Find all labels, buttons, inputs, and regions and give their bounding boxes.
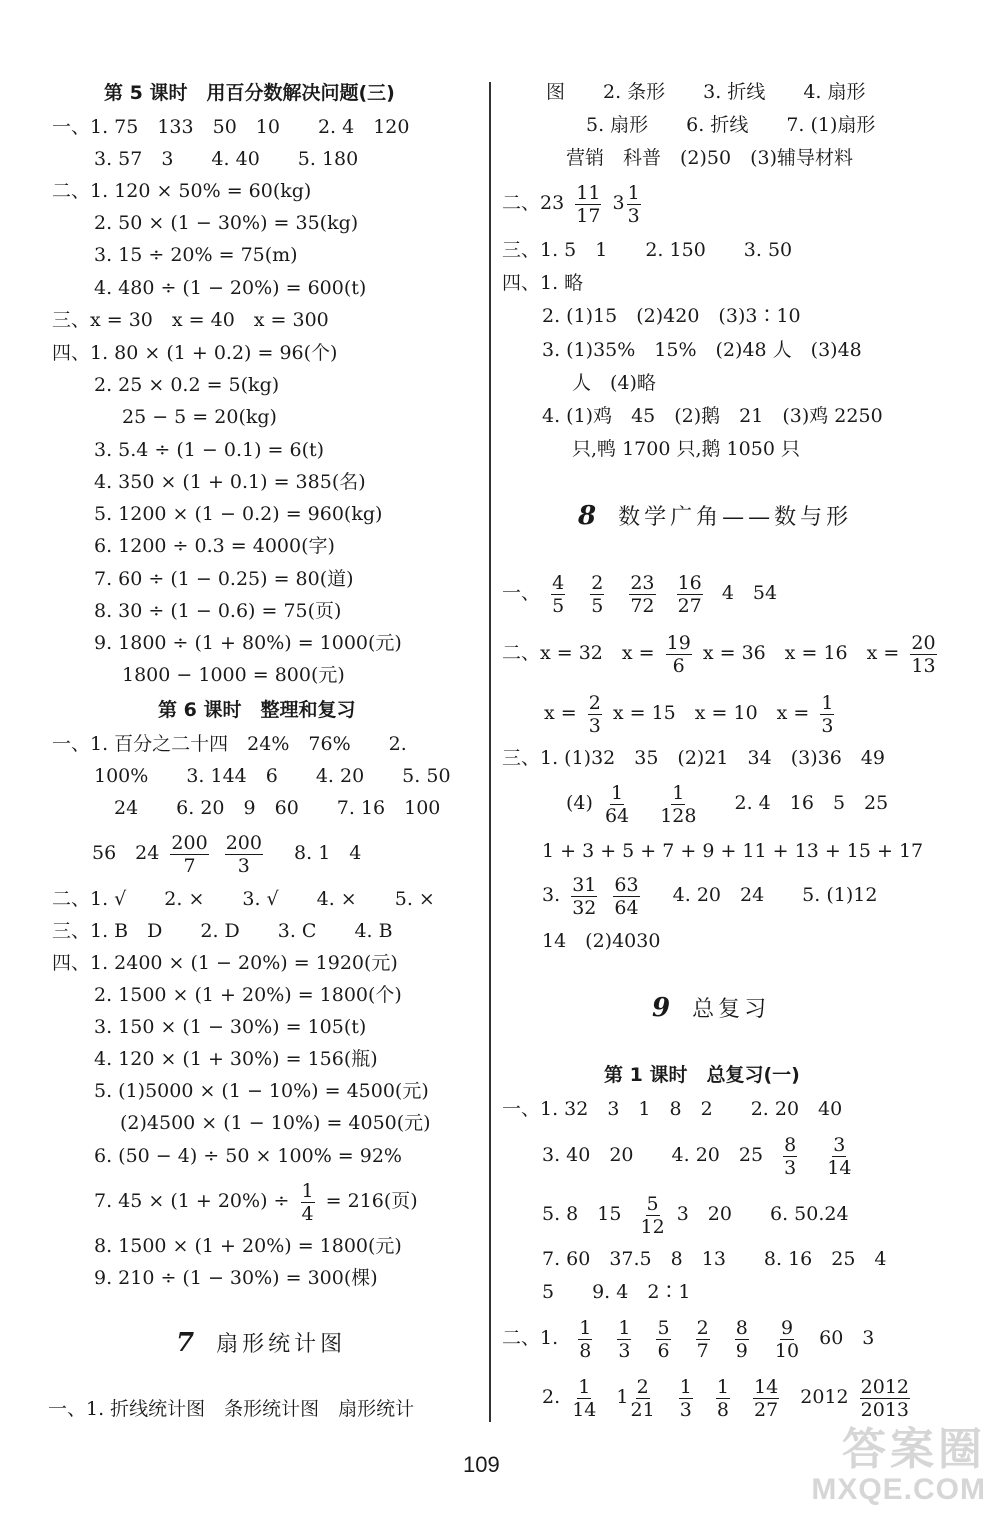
answer-line: 1 + 3 + 5 + 7 + 9 + 11 + 13 + 15 + 17	[542, 840, 924, 862]
answer-line: 5. 扇形 6. 折线 7. (1)扇形	[586, 114, 876, 136]
answer-line: 二、1. 120 × 50% = 60(kg)	[52, 180, 312, 202]
fraction: $\frac{1}{14}$	[572, 1375, 597, 1421]
fraction: $\frac{5}{6}$	[657, 1316, 670, 1362]
unit7-heading: 7 扇形统计图	[176, 1328, 347, 1358]
fraction: $\frac{23}{72}$	[630, 571, 655, 617]
answer-line: 8. 30 ÷ (1 − 0.6) = 75(页)	[94, 600, 342, 622]
fraction: $\frac{1}{3}$	[627, 181, 640, 227]
answer-line: 9. 1800 ÷ (1 + 80%) = 1000(元)	[94, 632, 402, 654]
answer-line: 1800 − 1000 = 800(元)	[122, 664, 345, 686]
answer-line-with-fractions: 2. $\frac{1}{14}$ 1 $\frac{2}{21}$ $\frac{1}{3}$ $\frac{1}{8}$ $\frac{14}{27}$ 2012 $\frac{2012}{2013}$	[542, 1375, 910, 1421]
answer-line-with-fractions: 3. 40 20 4. 20 25 $\frac{8}{3}$ $\frac{3}{14}$	[542, 1133, 852, 1179]
answer-line-with-fractions: 5. 8 15 $\frac{5}{12}$ 3 20 6. 50.24	[542, 1192, 849, 1238]
fraction: $\frac{200}{3}$	[225, 831, 262, 877]
lesson6-title: 第 6 课时 整理和复习	[158, 699, 356, 721]
watermark: 答案圈 MXQE.COM	[811, 1425, 986, 1506]
answer-line: 4. 120 × (1 + 30%) = 156(瓶)	[94, 1048, 378, 1070]
answer-line: 四、1. 80 × (1 + 0.2) = 96(个)	[52, 342, 338, 364]
answer-line: 图 2. 条形 3. 折线 4. 扇形	[546, 81, 866, 103]
answer-line-with-fractions: 二、x = 32 x = $\frac{19}{6}$ x = 36 x = 16 x = $\frac{20}{13}$	[502, 631, 936, 677]
answer-line: (2)4500 × (1 − 10%) = 4050(元)	[120, 1112, 431, 1134]
fraction: $\frac{200}{7}$	[171, 831, 208, 877]
answer-line: 一、1. 百分之二十四 24% 76% 2.	[52, 733, 407, 755]
fraction: $\frac{1}{3}$	[679, 1375, 692, 1421]
answer-line: 2. 50 × (1 − 30%) = 35(kg)	[94, 212, 359, 234]
answer-line: 8. 1500 × (1 + 20%) = 1800(元)	[94, 1235, 402, 1257]
fraction: $\frac{1}{3}$	[618, 1316, 631, 1362]
answer-line: 5. (1)5000 × (1 − 10%) = 4500(元)	[94, 1080, 429, 1102]
fraction: $\frac{1}{4}$	[301, 1179, 314, 1225]
answer-line: 4. (1)鸡 45 (2)鹅 21 (3)鸡 2250	[542, 405, 883, 427]
answer-line: 四、1. 2400 × (1 − 20%) = 1920(元)	[52, 952, 398, 974]
fraction: $\frac{19}{6}$	[666, 631, 691, 677]
answer-line: 6. (50 − 4) ÷ 50 × 100% = 92%	[94, 1145, 402, 1167]
answer-line: 四、1. 略	[502, 272, 584, 294]
answer-line-with-fractions: (4) $\frac{1}{64}$ $\frac{1}{128}$ 2. 4 16 5 25	[566, 781, 889, 827]
answer-line-with-fractions: 7. 45 × (1 + 20%) ÷ $\frac{1}{4}$ = 216(页)	[94, 1179, 418, 1225]
answer-line: 5. 1200 × (1 − 0.2) = 960(kg)	[94, 503, 383, 525]
answer-line: 3. 150 × (1 − 30%) = 105(t)	[94, 1016, 367, 1038]
answer-line-with-fractions: x = $\frac{2}{3}$ x = 15 x = 10 x = $\frac{1}{3}$	[544, 691, 834, 737]
fraction: $\frac{31}{32}$	[572, 873, 597, 919]
column-divider	[489, 82, 491, 1422]
fraction: $\frac{2}{21}$	[630, 1375, 655, 1421]
unit8-heading: 8 数学广角——数与形	[578, 501, 853, 531]
answer-line: 3. (1)35% 15% (2)48 人 (3)48	[542, 339, 862, 361]
answer-line: 24 6. 20 9 60 7. 16 100	[114, 797, 441, 819]
fraction: $\frac{4}{5}$	[552, 571, 565, 617]
answer-line-with-fractions: 一、 $\frac{4}{5}$ $\frac{2}{5}$ $\frac{23}{72}$ $\frac{16}{27}$ 4 54	[502, 571, 778, 617]
answer-line: 25 − 5 = 20(kg)	[122, 406, 277, 428]
fraction: $\frac{3}{14}$	[827, 1133, 852, 1179]
fraction: $\frac{2}{7}$	[696, 1316, 709, 1362]
answer-line: 只,鸭 1700 只,鹅 1050 只	[572, 438, 800, 460]
answer-line: 3. 15 ÷ 20% = 75(m)	[94, 244, 298, 266]
answer-line: 三、1. 5 1 2. 150 3. 50	[502, 239, 793, 261]
fraction: $\frac{1}{64}$	[604, 781, 630, 827]
fraction: $\frac{2}{5}$	[591, 571, 604, 617]
fraction: $\frac{1}{8}$	[579, 1316, 592, 1362]
fraction: $\frac{2012}{2013}$	[860, 1375, 910, 1421]
lesson1-title: 第 1 课时 总复习(一)	[604, 1064, 800, 1086]
answer-line: 一、1. 32 3 1 8 2 2. 20 40	[502, 1098, 843, 1120]
answer-line: 一、1. 折线统计图 条形统计图 扇形统计	[48, 1398, 415, 1420]
answer-line: 三、x = 30 x = 40 x = 300	[52, 309, 329, 331]
answer-line: 3. 57 3 4. 40 5. 180	[94, 148, 359, 170]
answer-line-with-fractions: 3. $\frac{31}{32}$ $\frac{63}{64}$ 4. 20 24 5. (1)12	[542, 873, 878, 919]
fraction: $\frac{5}{12}$	[640, 1192, 665, 1238]
page-number: 109	[463, 1452, 500, 1477]
answer-line: 100% 3. 144 6 4. 20 5. 50	[94, 765, 451, 787]
answer-line: 14 (2)4030	[542, 930, 661, 952]
answer-line-with-fractions: 二、23 $\frac{11}{17}$ 3 $\frac{1}{3}$	[502, 181, 640, 227]
fraction: $\frac{9}{10}$	[774, 1316, 800, 1362]
fraction: $\frac{20}{13}$	[911, 631, 936, 677]
fraction: $\frac{16}{27}$	[677, 571, 702, 617]
answer-line: 4. 480 ÷ (1 − 20%) = 600(t)	[94, 277, 367, 299]
fraction: $\frac{8}{3}$	[784, 1133, 797, 1179]
answer-line: 4. 350 × (1 + 0.1) = 385(名)	[94, 471, 366, 493]
answer-line: 2. 25 × 0.2 = 5(kg)	[94, 374, 280, 396]
answer-line: 5 9. 4 2∶1	[542, 1281, 691, 1303]
answer-line: 三、1. B D 2. D 3. C 4. B	[52, 920, 393, 942]
lesson5-title: 第 5 课时 用百分数解决问题(三)	[104, 82, 395, 104]
fraction: $\frac{63}{64}$	[614, 873, 639, 919]
answer-line-with-fractions: 二、1. $\frac{1}{8}$ $\frac{1}{3}$ $\frac{5}{6}$ $\frac{2}{7}$ $\frac{8}{9}$ $\frac{9}{10}$ 60 3	[502, 1316, 875, 1362]
answer-line: 6. 1200 ÷ 0.3 = 4000(字)	[94, 535, 335, 557]
answer-line: 2. (1)15 (2)420 (3)3∶10	[542, 305, 801, 327]
answer-line: 营销 科普 (2)50 (3)辅导材料	[566, 147, 854, 169]
answer-line-with-fractions: 56 24 $\frac{200}{7}$ $\frac{200}{3}$ 8. 1 4	[92, 831, 362, 877]
fraction: $\frac{14}{27}$	[754, 1375, 779, 1421]
answer-line: 二、1. √ 2. × 3. √ 4. × 5. ×	[52, 888, 435, 910]
fraction: $\frac{1}{128}$	[660, 781, 697, 827]
answer-line: 3. 5.4 ÷ (1 − 0.1) = 6(t)	[94, 439, 325, 461]
fraction: $\frac{8}{9}$	[735, 1316, 748, 1362]
answer-line: 9. 210 ÷ (1 − 30%) = 300(棵)	[94, 1267, 378, 1289]
answer-line: 人 (4)略	[572, 372, 656, 394]
answer-line: 三、1. (1)32 35 (2)21 34 (3)36 49	[502, 747, 885, 769]
answer-line: 2. 1500 × (1 + 20%) = 1800(个)	[94, 984, 402, 1006]
fraction: $\frac{1}{3}$	[821, 691, 834, 737]
answer-line: 7. 60 37.5 8 13 8. 16 25 4	[542, 1248, 887, 1270]
answer-line: 7. 60 ÷ (1 − 0.25) = 80(道)	[94, 568, 354, 590]
fraction: $\frac{1}{8}$	[716, 1375, 729, 1421]
unit9-heading: 9 总复习	[652, 993, 771, 1023]
answer-line: 一、1. 75 133 50 10 2. 4 120	[52, 116, 410, 138]
fraction: $\frac{11}{17}$	[576, 181, 601, 227]
fraction: $\frac{2}{3}$	[588, 691, 601, 737]
